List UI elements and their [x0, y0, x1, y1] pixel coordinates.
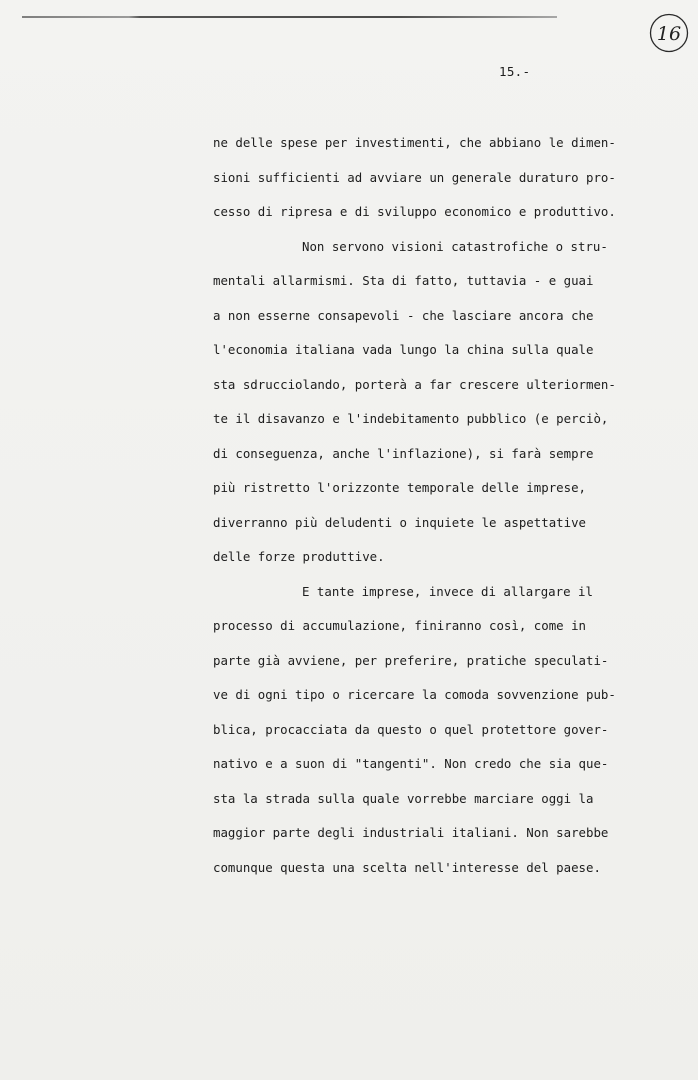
- text-line: cesso di ripresa e di sviluppo economico e produttivo.: [213, 204, 616, 219]
- text-line: blica, procacciata da questo o quel protettore gover-: [213, 721, 609, 737]
- text-line: sta la strada sulla quale vorrebbe marciare oggi la: [213, 790, 594, 806]
- archive-page-stamp-icon: [648, 12, 690, 54]
- body-text: [213, 133, 616, 892]
- text-line: te il disavanzo e l'indebitamento pubblico (e perciò,: [213, 411, 609, 426]
- text-line: a non esserne consapevoli - che lasciare ancora che: [213, 307, 594, 323]
- top-rule: [22, 16, 557, 18]
- text-line: Non servono visioni catastrofiche o stru-: [302, 238, 608, 254]
- text-line: E tante imprese, invece di allargare il: [302, 583, 593, 599]
- text-line: sioni sufficienti ad avviare un generale duraturo pro-: [213, 169, 616, 185]
- text-line: ne delle spese per investimenti, che abbiano le dimen-: [213, 135, 616, 150]
- text-line: nativo e a suon di "tangenti". Non credo che sia que-: [213, 756, 609, 771]
- text-line: ve di ogni tipo o ricercare la comoda sovvenzione pub-: [213, 687, 616, 702]
- text-line: l'economia italiana vada lungo la china sulla quale: [213, 342, 594, 357]
- text-line: sta sdrucciolando, porterà a far crescere ulteriormen-: [213, 376, 616, 392]
- text-line: diverranno più deludenti o inquiete le aspettative: [213, 514, 586, 530]
- text-line: mentali allarmismi. Sta di fatto, tuttavia - e guai: [213, 273, 594, 288]
- text-line: di conseguenza, anche l'inflazione), si farà sempre: [213, 445, 594, 461]
- text-line: maggior parte degli industriali italiani. Non sarebbe: [213, 825, 609, 840]
- page-number: 15.-: [499, 64, 531, 79]
- text-line: delle forze produttive.: [213, 549, 385, 564]
- text-line: processo di accumulazione, finiranno così, come in: [213, 618, 586, 633]
- stamp-number: 16: [656, 23, 682, 45]
- text-line: comunque questa una scelta nell'interesse del paese.: [213, 859, 601, 875]
- text-line: più ristretto l'orizzonte temporale delle imprese,: [213, 480, 586, 495]
- text-line: parte già avviene, per preferire, pratiche speculati-: [213, 652, 609, 668]
